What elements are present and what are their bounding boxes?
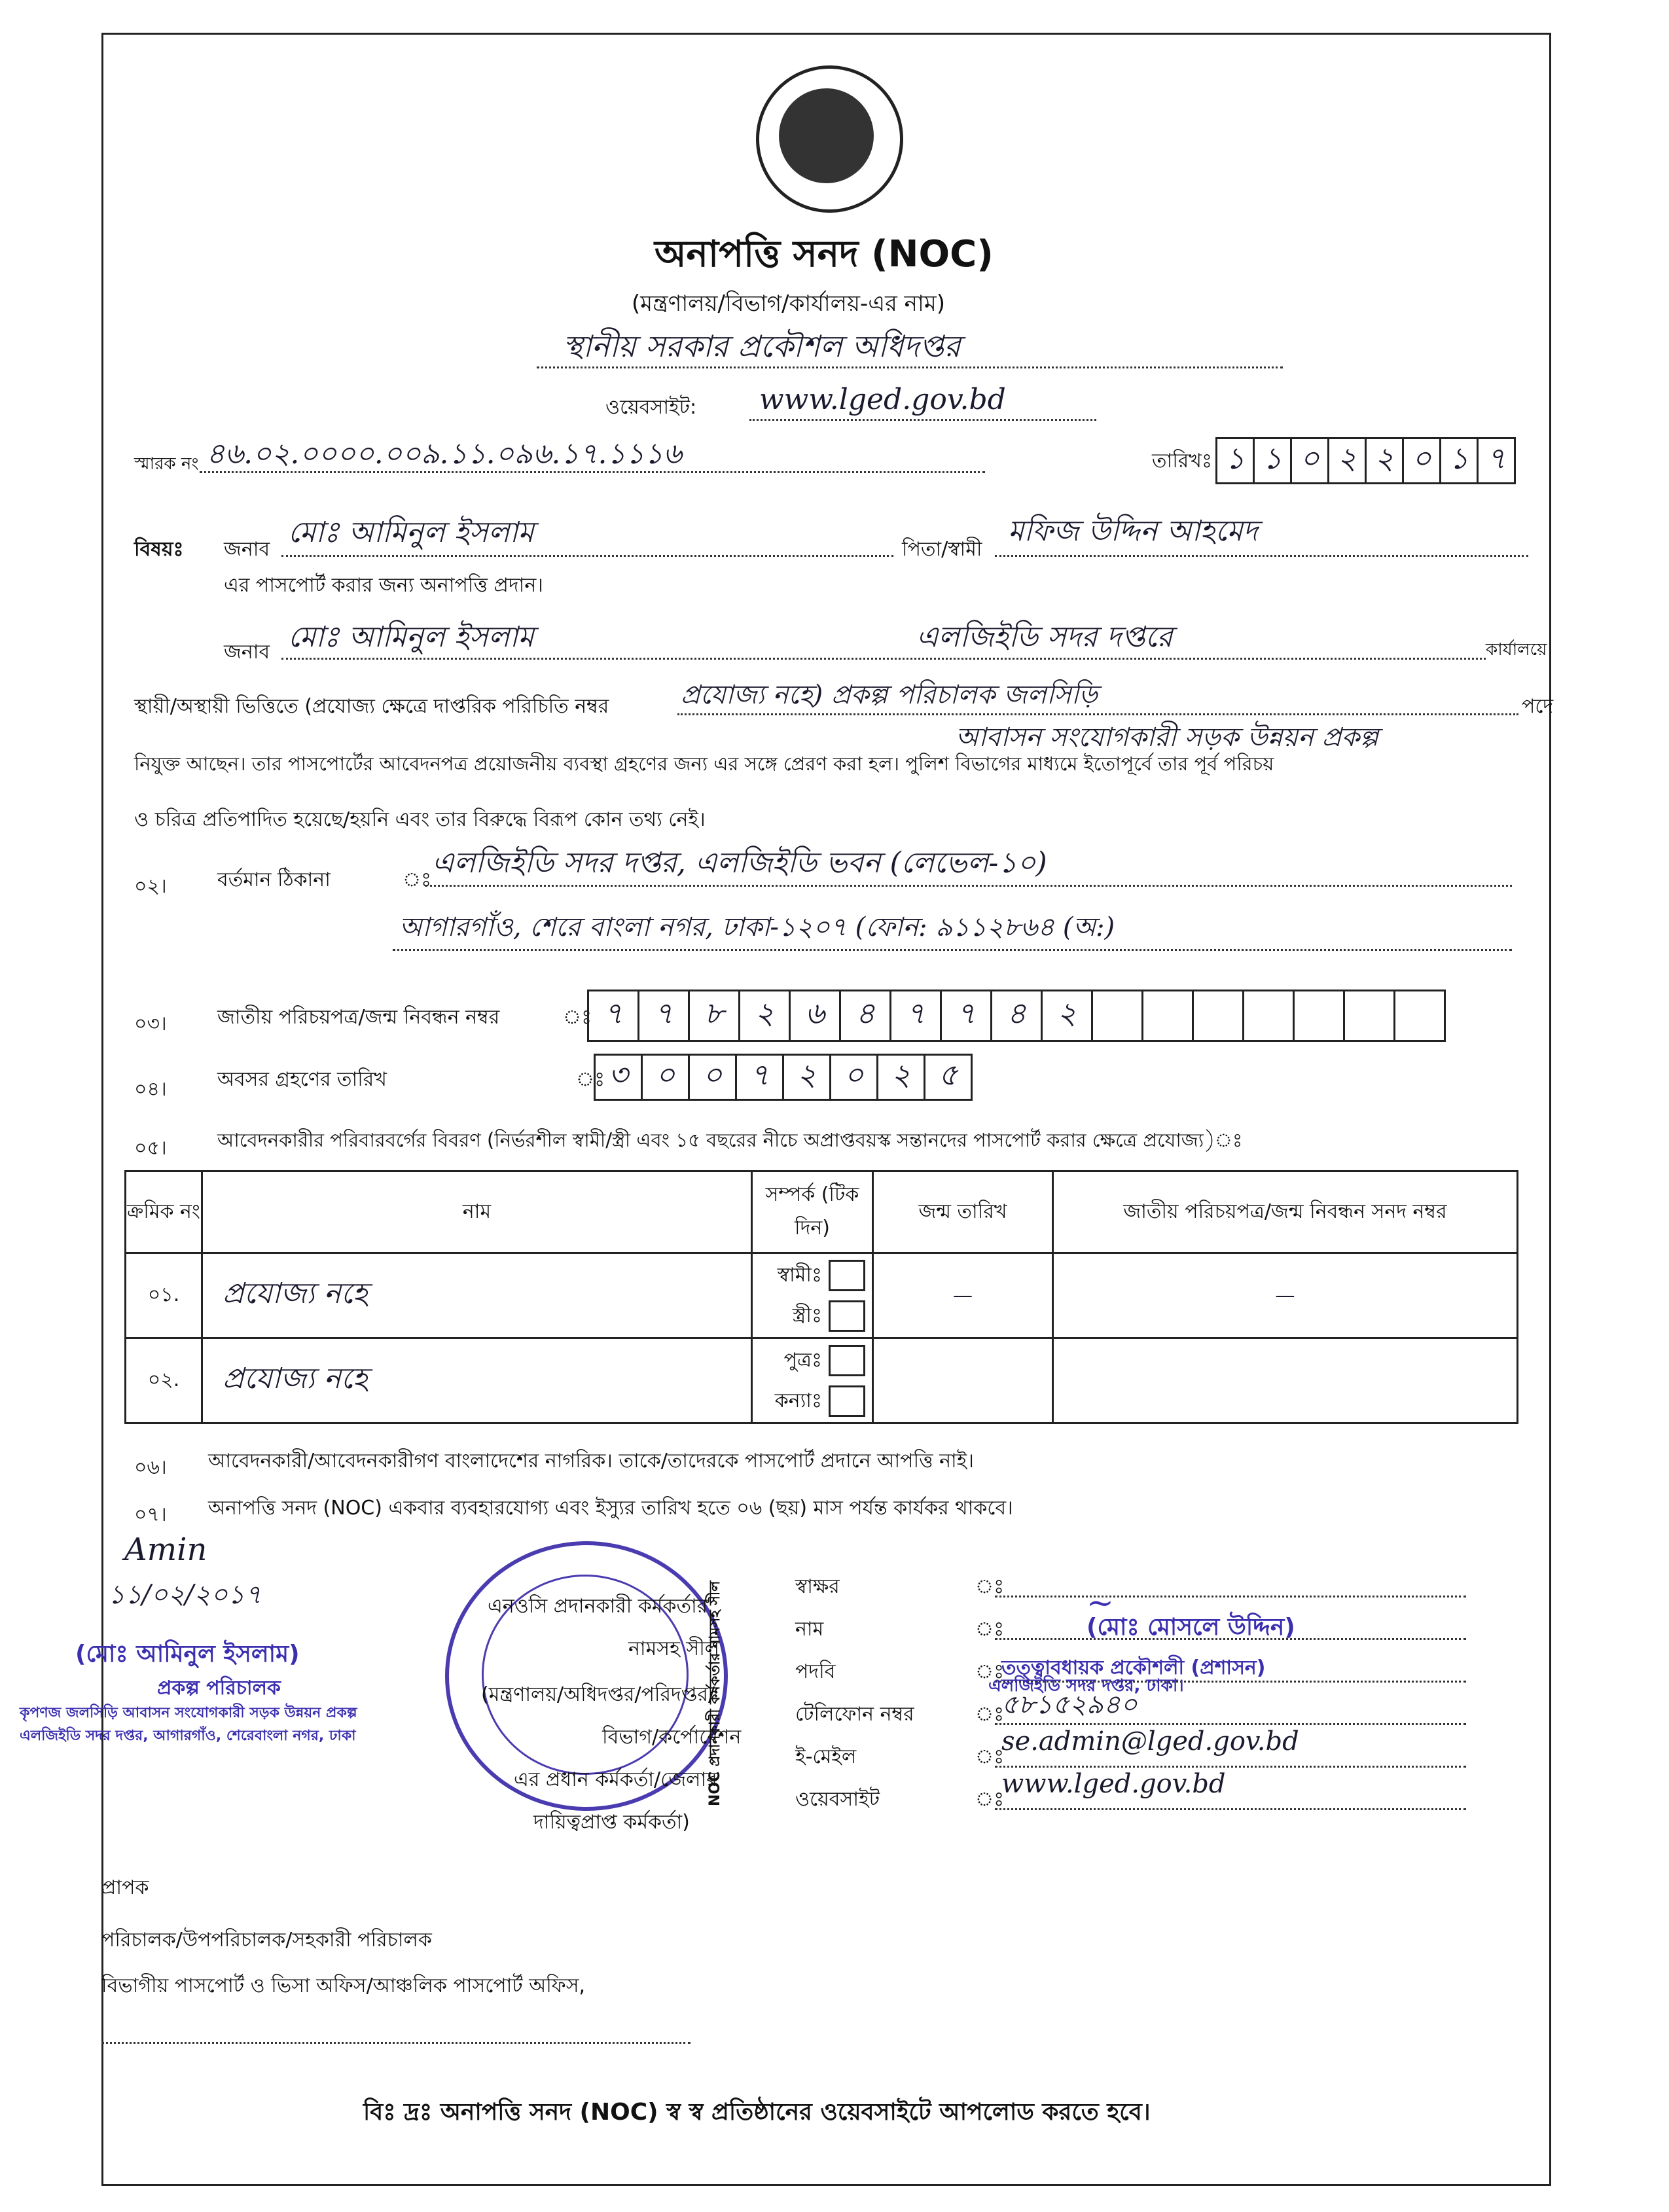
body-line3-hand: আবাসন সংযোগকারী সড়ক উন্নয়ন প্রকল্প: [956, 722, 1379, 753]
officer-field-colon: ঃ: [975, 1618, 1005, 1641]
item03-label: জাতীয় পরিচয়পত্র/জন্ম নিবন্ধন নম্বর: [217, 1006, 500, 1029]
officer-field-colon: ঃ: [975, 1745, 1005, 1768]
address-line1: এলজিইডি সদর দপ্তর, এলজিইডি ভবন (লেভেল-১০): [432, 846, 1047, 880]
table-row: [126, 1253, 1518, 1338]
date-digit-box: ০: [1402, 437, 1441, 484]
officer-line3: (মন্ত্রণালয়/অধিদপ্তর/পরিদপ্তর/: [481, 1683, 715, 1706]
item06-text: আবেদনকারী/আবেদনকারীগণ বাংলাদেশের নাগরিক। তাকে/তাদেরকে পাসপোর্ট প্রদানে আপত্তি নাই।: [208, 1450, 975, 1472]
col-relation: সম্পর্ক (টিক দিন): [752, 1171, 873, 1253]
body-name: মোঃ আমিনুল ইসলাম: [288, 620, 534, 654]
retire-digit-box: ৫: [924, 1054, 973, 1101]
officer-line6: দায়িত্বপ্রাপ্ত কর্মকর্তা): [533, 1811, 690, 1834]
recipient-label: প্রাপক: [101, 1876, 149, 1899]
item02-colon: ঃ: [403, 868, 432, 891]
retirement-date-boxes: [596, 1054, 973, 1101]
nid-digit-box: [1091, 990, 1143, 1042]
office-label: কার্যালয়ে: [1486, 640, 1547, 660]
nid-digit-box: [1343, 990, 1395, 1042]
date-label: তারিখঃ: [1152, 450, 1212, 473]
officer-field-label: ওয়েবসাইট: [795, 1788, 880, 1811]
officer-field-label: পদবি: [795, 1660, 836, 1683]
row2-name: প্রযোজ্য নহে: [202, 1338, 752, 1423]
nid-digit-box: ৭: [940, 990, 992, 1042]
retire-digit-box: ৩: [594, 1054, 643, 1101]
father-label: পিতা/স্বামী: [902, 538, 982, 561]
nid-boxes: [589, 990, 1446, 1042]
nid-digit-box: [1192, 990, 1244, 1042]
son-checkbox[interactable]: [829, 1345, 865, 1376]
nid-digit-box: ৭: [587, 990, 639, 1042]
row2-dob: [873, 1338, 1053, 1423]
daughter-checkbox[interactable]: [829, 1385, 865, 1417]
item04-label: অবসর গ্রহণের তারিখ: [217, 1068, 387, 1091]
government-seal-icon: [756, 65, 903, 213]
retire-digit-box: ০: [829, 1054, 878, 1101]
table-row: [126, 1338, 1518, 1423]
item07-text: অনাপত্তি সনদ (NOC) একবার ব্যবহারযোগ্য এবং ইস্যুর তারিখ হতে ০৬ (ছয়) মাস পর্যন্ত কার্যকর থাকবে।: [208, 1497, 1013, 1520]
officer-field-value: তত্ত্বাবধায়ক প্রকৌশলী (প্রশাসন): [1001, 1656, 1266, 1679]
left-officer-designation: প্রকল্প পরিচালক: [157, 1677, 281, 1700]
rel-husband: স্বামীঃ: [777, 1263, 822, 1287]
nid-digit-box: ৭: [889, 990, 942, 1042]
website-value: www.lged.gov.bd: [759, 383, 1006, 416]
left-officer-project: কৃপণজ জলসিড়ি আবাসন সংযোগকারী সড়ক উন্নয়ন প্রকল্প: [20, 1705, 357, 1721]
wife-checkbox[interactable]: [829, 1300, 865, 1332]
col-nid: জাতীয় পরিচয়পত্র/জন্ম নিবন্ধন সনদ নম্বর: [1053, 1171, 1518, 1253]
officer-signature: ~: [1086, 1584, 1114, 1622]
item02-label: বর্তমান ঠিকানা: [217, 868, 331, 891]
left-officer-name: (মোঃ আমিনুল ইসলাম): [75, 1641, 300, 1668]
item02-num: ০২।: [134, 875, 167, 898]
date-digit-box: ২: [1365, 437, 1404, 484]
nid-digit-box: [1242, 990, 1295, 1042]
body-office: এলজিইডি সদর দপ্তরে: [916, 620, 1173, 654]
officer-field-label: টেলিফোন নম্বর: [795, 1703, 914, 1726]
date-digit-box: ৭: [1477, 437, 1516, 484]
nid-digit-box: ৭: [637, 990, 690, 1042]
retire-digit-box: ২: [876, 1054, 925, 1101]
row1-serial: ০১.: [126, 1253, 202, 1338]
officer-line1: এনওসি প্রদানকারী কর্মকর্তার: [488, 1595, 708, 1618]
nid-digit-box: ২: [738, 990, 791, 1042]
item04-num: ০৪।: [134, 1078, 167, 1101]
officer-office: এলজিইডি সদর দপ্তর, ঢাকা।: [988, 1676, 1184, 1696]
left-officer-address: এলজিইডি সদর দপ্তর, আগারগাঁও, শেরেবাংলা নগর, ঢাকা: [20, 1728, 356, 1744]
retire-digit-box: ২: [782, 1054, 831, 1101]
website-label: ওয়েবসাইট:: [605, 396, 697, 419]
officer-field-value: ৫৮১৫২৯৪০: [1001, 1690, 1138, 1720]
row2-nid: [1053, 1338, 1518, 1423]
officer-field-label: ই-মেইল: [795, 1745, 857, 1768]
recipient-line1: পরিচালক/উপপরিচালক/সহকারী পরিচালক: [101, 1929, 432, 1952]
date-digit-box: ১: [1253, 437, 1292, 484]
father-name: মফিজ উদ্দিন আহমেদ: [1008, 514, 1258, 548]
rel-wife: স্ত্রীঃ: [792, 1304, 822, 1327]
body-mr-label: জনাব: [224, 641, 270, 664]
body-line4: ও চরিত্র প্রতিপাদিত হয়েছে/হয়নি এবং তার বিরুদ্ধে বিরূপ কোন তথ্য নেই।: [134, 808, 706, 831]
date-digit-box: ০: [1290, 437, 1329, 484]
subject-label: বিষয়ঃ: [134, 538, 184, 561]
memo-label: স্মারক নং: [134, 454, 199, 474]
applicant-name: মোঃ আমিনুল ইসলাম: [288, 516, 534, 549]
row1-name: প্রযোজ্য নহে: [202, 1253, 752, 1338]
retire-digit-box: ০: [688, 1054, 737, 1101]
nid-digit-box: ২: [1041, 990, 1093, 1042]
date-digit-box: ২: [1327, 437, 1367, 484]
seal-emblem: [779, 88, 874, 183]
subject-purpose: এর পাসপোর্ট করার জন্য অনাপত্তি প্রদান।: [224, 574, 543, 597]
row1-nid: —: [1053, 1253, 1518, 1338]
family-table: [124, 1170, 1518, 1424]
item07-num: ০৭।: [134, 1503, 167, 1526]
date-digit-box: ১: [1215, 437, 1255, 484]
officer-field-colon: ঃ: [975, 1660, 1005, 1683]
item05-num: ০৫।: [134, 1137, 167, 1160]
nid-digit-box: ৪: [990, 990, 1043, 1042]
officer-field-value: se.admin@lged.gov.bd: [1001, 1726, 1299, 1757]
officer-field-label: নাম: [795, 1618, 824, 1641]
ministry-name: স্থানীয় সরকার প্রকৌশল অধিদপ্তর: [563, 329, 961, 364]
item06-num: ০৬।: [134, 1456, 167, 1479]
rel-son: পুত্রঃ: [783, 1348, 822, 1372]
col-serial: ক্রমিক নং: [126, 1171, 202, 1253]
officer-line5: এর প্রধান কর্মকর্তা/জেলার: [514, 1768, 717, 1791]
officer-field-colon: ঃ: [975, 1703, 1005, 1726]
officer-line2: নামসহ সীল: [628, 1637, 720, 1660]
document-title: অনাপত্তি সনদ (NOC): [655, 233, 994, 276]
address-line2: আগারগাঁও, শেরে বাংলা নগর, ঢাকা-১২০৭ (ফোন: ৯১১২৮৬৪ (অ:): [399, 912, 1115, 942]
recipient-line2: বিভাগীয় পাসপোর্ট ও ভিসা অফিস/আঞ্চলিক পাসপোর্ট অফিস,: [101, 1974, 586, 1997]
footnote: বিঃ দ্রঃ অনাপত্তি সনদ (NOC) স্ব স্ব প্রতিষ্ঠানের ওয়েবসাইটে আপলোড করতে হবে।: [363, 2099, 1151, 2126]
item03-num: ০৩।: [134, 1012, 167, 1035]
memo-value: ৪৬.০২.০০০০.০০৯.১১.০৯৬.১৭.১১১৬: [206, 437, 682, 471]
nid-digit-box: ৬: [789, 990, 841, 1042]
document-subtitle: (মন্ত্রণালয়/বিভাগ/কার্যালয়-এর নাম): [632, 291, 945, 317]
retire-digit-box: ৭: [735, 1054, 784, 1101]
officer-field-label: স্বাক্ষর: [795, 1575, 840, 1598]
officer-side-vertical: NOC প্রদানকারী কর্মকর্তার নামসহ সীল: [707, 1580, 723, 1806]
body-line2: স্থায়ী/অস্থায়ী ভিত্তিতে (প্রযোজ্য ক্ষেত্রে দাপ্তরিক পরিচিতি নম্বর: [134, 695, 609, 718]
left-sign-date: ১১/০২/২০১৭: [108, 1580, 262, 1610]
officer-line4: বিভাগ/কর্পোরেশন: [602, 1726, 742, 1749]
officer-field-colon: ঃ: [975, 1575, 1005, 1598]
row2-serial: ০২.: [126, 1338, 202, 1423]
body-line2-suffix: পদে: [1522, 695, 1554, 718]
nid-digit-box: ৮: [688, 990, 740, 1042]
date-digit-box: ১: [1439, 437, 1479, 484]
officer-field-colon: ঃ: [975, 1788, 1005, 1811]
husband-checkbox[interactable]: [829, 1260, 865, 1291]
item05-label: আবেদনকারীর পরিবারবর্গের বিবরণ (নির্ভরশীল স্বামী/স্ত্রী এবং ১৫ বছরের নীচে অপ্রাপ্তবয়স্ক সন্তানদের পাসপোর্ট করার ক্ষেত্রে প্রযোজ্য)ঃ: [217, 1129, 1243, 1151]
date-boxes: [1217, 437, 1516, 484]
nid-digit-box: [1141, 990, 1194, 1042]
nid-digit-box: [1293, 990, 1345, 1042]
left-signature: Amin: [124, 1531, 207, 1568]
nid-digit-box: ৪: [839, 990, 891, 1042]
retire-digit-box: ০: [641, 1054, 690, 1101]
officer-field-value: (মোঃ মোসলে উদ্দিন): [1086, 1614, 1295, 1641]
col-name: নাম: [202, 1171, 752, 1253]
nid-digit-box: [1393, 990, 1446, 1042]
officer-field-value: www.lged.gov.bd: [1001, 1769, 1226, 1799]
row1-dob: —: [873, 1253, 1053, 1338]
body-line3: নিযুক্ত আছেন। তার পাসপোর্টের আবেদনপত্র প্রয়োজনীয় ব্যবস্থা গ্রহণের জন্য এর সঙ্গে প্রেরণ করা হল। পুলিশ বিভাগের মাধ্যমে ইতোপূর্বে তার পূর্ব পরিচয়: [134, 753, 1274, 775]
subject-mr-label: জনাব: [224, 538, 270, 561]
col-dob: জন্ম তারিখ: [873, 1171, 1053, 1253]
rel-daughter: কন্যাঃ: [774, 1389, 822, 1412]
body-line2-hand: প্রযোজ্য নহে) প্রকল্প পরিচালক জলসিড়ি: [681, 680, 1098, 710]
